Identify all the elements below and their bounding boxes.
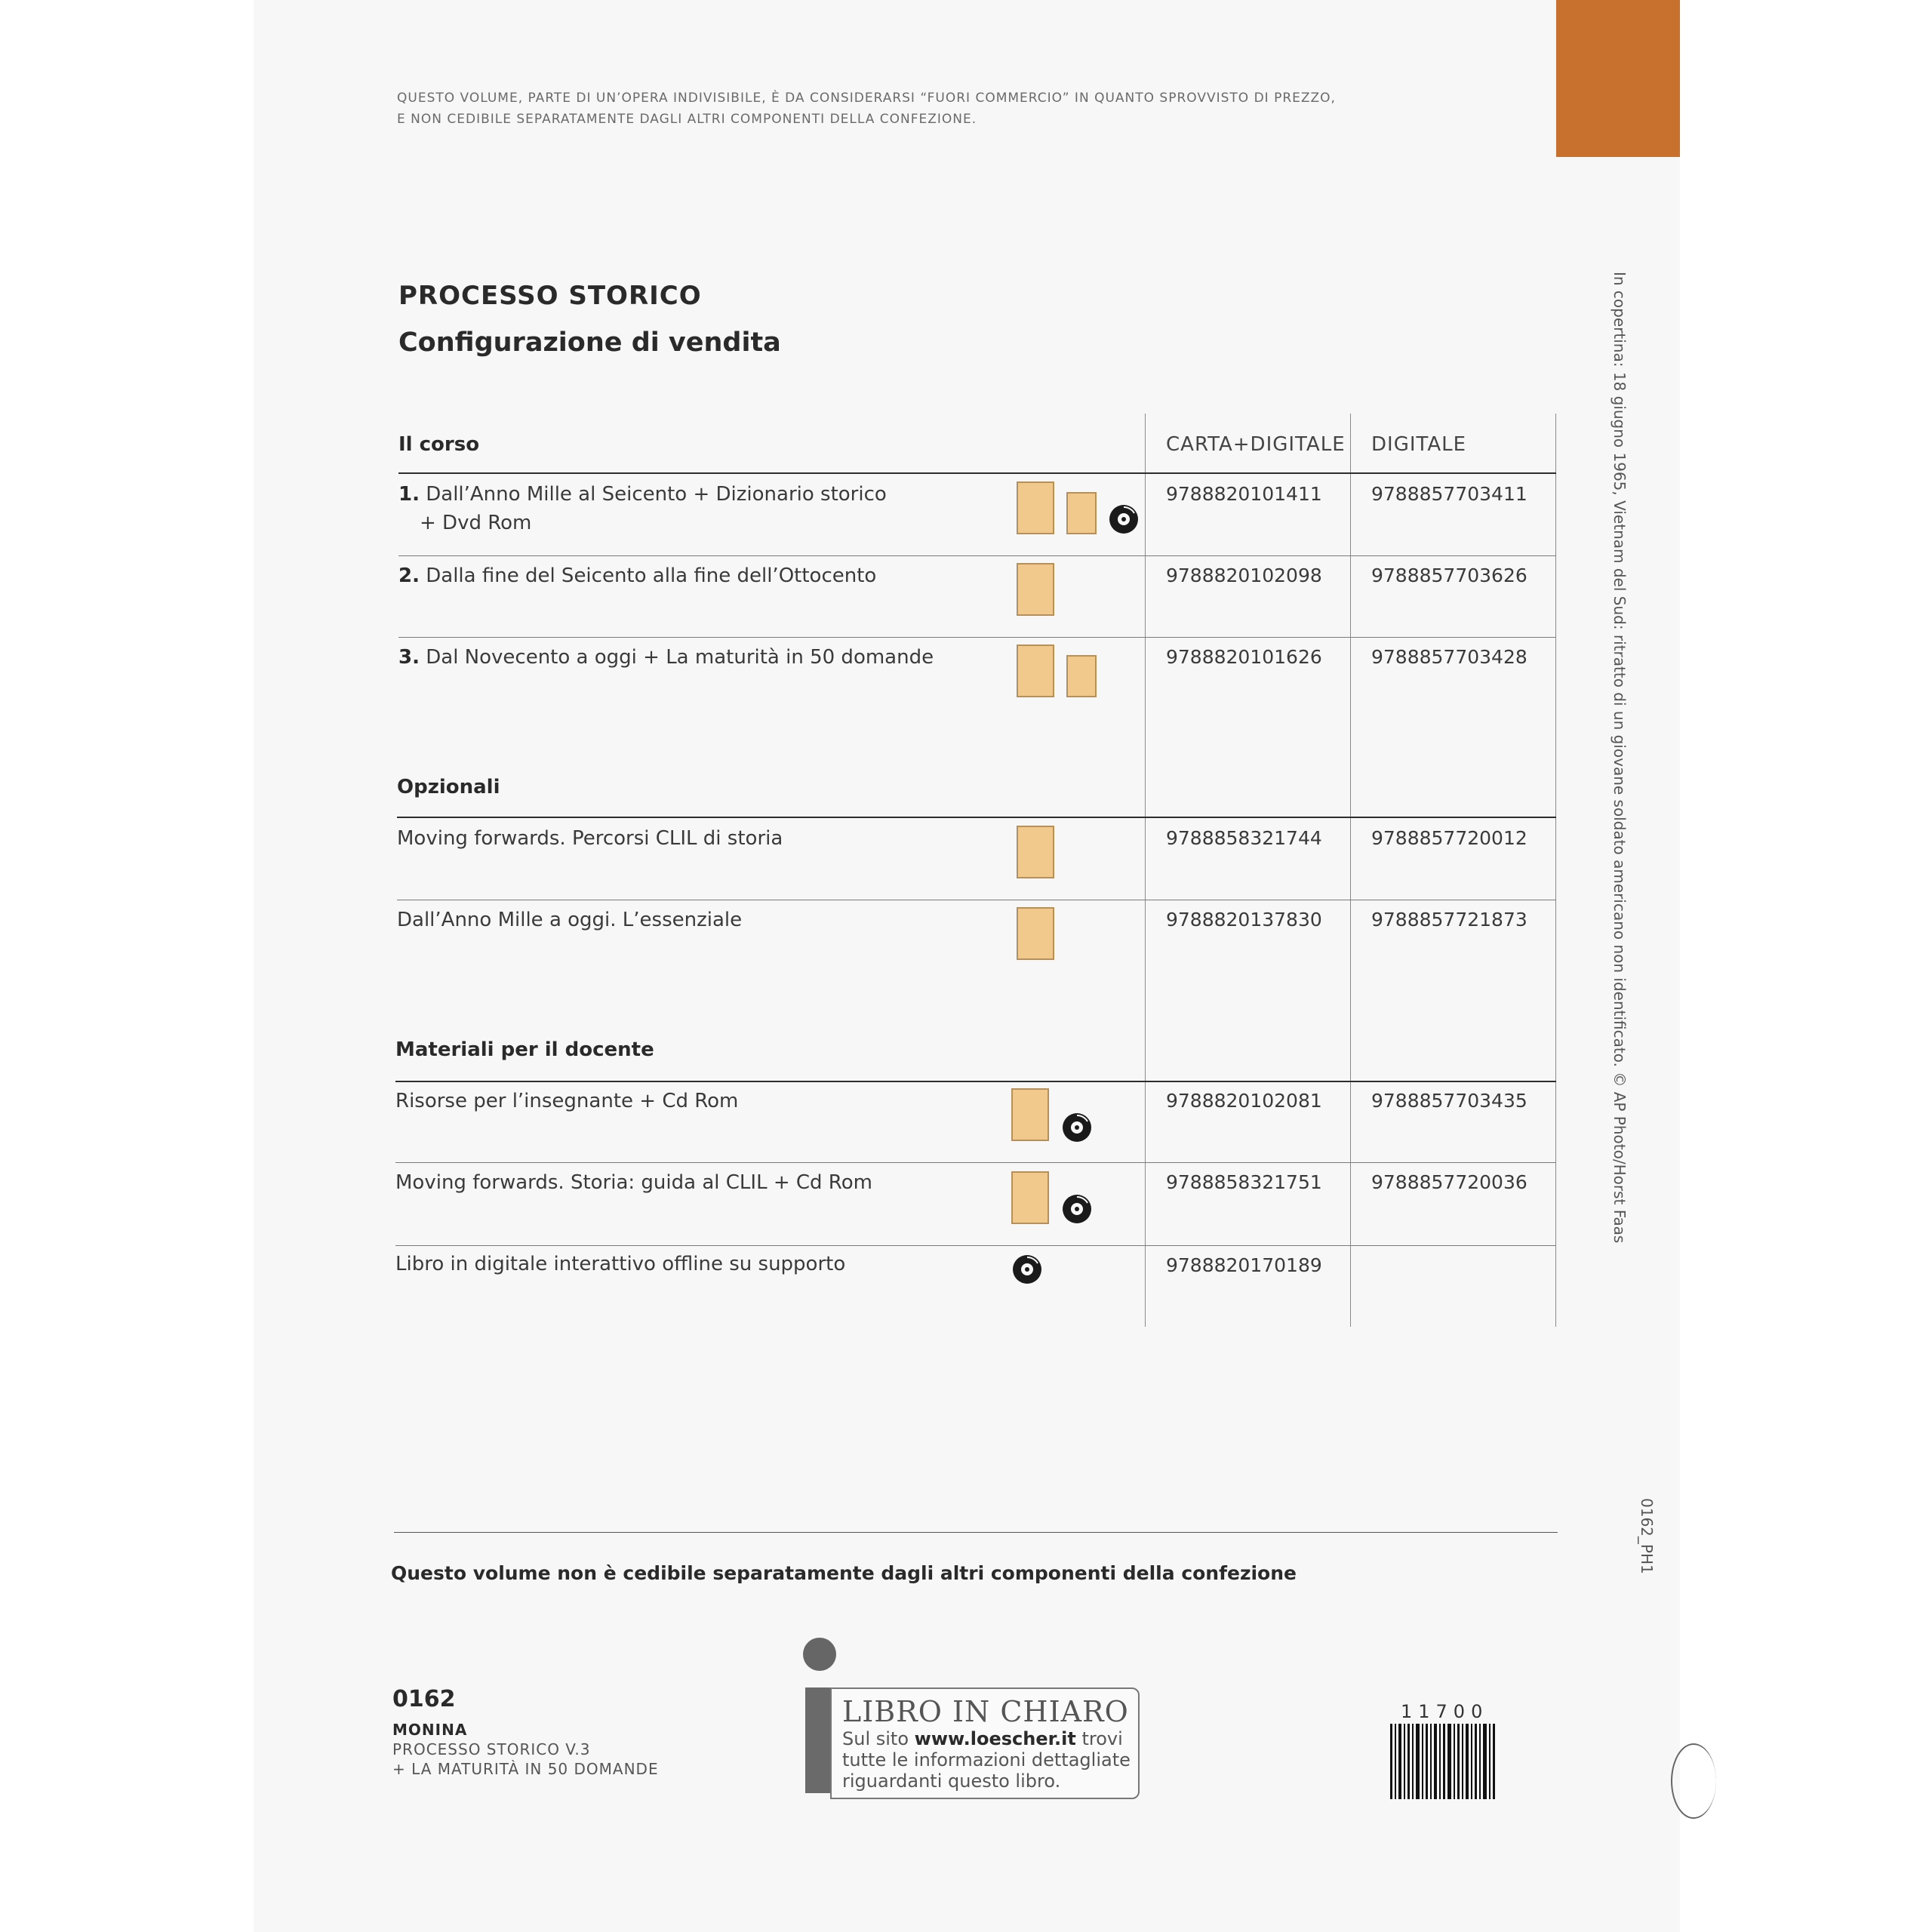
isbn-carta: 9788858321751 xyxy=(1166,1171,1322,1193)
page-subtitle: Configurazione di vendita xyxy=(398,328,781,358)
isbn-carta: 9788820170189 xyxy=(1166,1254,1322,1276)
libro-in-chiaro-title: LIBRO IN CHIARO xyxy=(842,1695,1129,1728)
row-divider xyxy=(398,555,1556,556)
column-divider-digitale xyxy=(1350,414,1351,1327)
row-title: Libro in digitale interattivo offline su supporto xyxy=(395,1253,846,1275)
cover-photo-credit: In copertina: 18 giugno 1965, Vietnam del Sud: ritratto di un giovane soldato americano non identificato. © AP Photo/Horst Faas xyxy=(1611,272,1629,1244)
section-il-corso: Il corso xyxy=(398,433,480,456)
column-divider-carta xyxy=(1145,414,1146,1327)
row-number: 1. xyxy=(398,483,420,506)
libro-in-chiaro-dot-icon xyxy=(803,1638,836,1671)
row-title-continued: + Dvd Rom xyxy=(420,512,532,534)
header-rule-corso xyxy=(398,472,1556,474)
libro-in-chiaro-line-1-post: trovi xyxy=(1075,1728,1123,1749)
row-title: Moving forwards. Percorsi CLIL di storia xyxy=(397,827,783,850)
header-rule-docente xyxy=(395,1081,1556,1082)
notice-line-1: QUESTO VOLUME, PARTE DI UN’OPERA INDIVISIBILE, È DA CONSIDERARSI “FUORI COMMERCIO” IN QUANTO SPROVVISTO DI PREZZO, xyxy=(397,91,1336,106)
product-code: 0162 xyxy=(392,1686,456,1712)
list-item xyxy=(395,1250,845,1278)
libro-in-chiaro-line-1-pre: Sul sito xyxy=(842,1728,915,1749)
side-code: 0162_PH1 xyxy=(1638,1498,1656,1574)
small-book-icon xyxy=(1066,655,1097,697)
orange-spine-tab xyxy=(1556,0,1680,157)
barcode-number: 11700 xyxy=(1401,1701,1489,1722)
list-item xyxy=(395,1168,872,1197)
loescher-site-link[interactable]: www.loescher.it xyxy=(914,1728,1076,1749)
list-item xyxy=(398,643,934,672)
row-title: Dalla fine del Seicento alla fine dell’Ottocento xyxy=(426,565,877,587)
libro-in-chiaro-bookmark-icon xyxy=(805,1687,832,1793)
list-item xyxy=(397,824,783,853)
small-book-icon xyxy=(1066,492,1097,534)
book-icon xyxy=(1011,1088,1049,1141)
book-icon xyxy=(1011,1171,1049,1224)
libro-in-chiaro-line-2: tutte le informazioni dettagliate xyxy=(842,1749,1131,1770)
edge-mark xyxy=(1671,1743,1716,1819)
section-materiali-docente: Materiali per il docente xyxy=(395,1038,654,1061)
column-header-digitale: DIGITALE xyxy=(1371,433,1467,456)
isbn-carta: 9788820101411 xyxy=(1166,483,1322,505)
list-item xyxy=(395,1087,738,1115)
isbn-carta: 9788858321744 xyxy=(1166,827,1322,849)
book-icon xyxy=(1017,907,1054,960)
row-title: Dall’Anno Mille al Seicento + Dizionario storico xyxy=(426,483,887,506)
header-rule-opzionali xyxy=(397,817,1556,818)
section-opzionali: Opzionali xyxy=(397,776,500,798)
isbn-carta: 9788820102081 xyxy=(1166,1090,1322,1112)
libro-in-chiaro-line-1 xyxy=(842,1728,1123,1749)
book-icon xyxy=(1017,826,1054,878)
bottom-note: Questo volume non è cedibile separatamente dagli altri componenti della confezione xyxy=(391,1562,1297,1584)
isbn-digitale: 9788857703411 xyxy=(1371,483,1527,505)
isbn-digitale: 9788857703626 xyxy=(1371,565,1527,586)
product-volume-line-2: + LA MATURITÀ IN 50 DOMANDE xyxy=(392,1760,659,1778)
row-title: Risorse per l’insegnante + Cd Rom xyxy=(395,1090,739,1112)
isbn-digitale: 9788857703435 xyxy=(1371,1090,1527,1112)
notice-text xyxy=(397,88,1378,130)
column-divider-right xyxy=(1555,414,1556,1327)
disc-icon xyxy=(1062,1112,1092,1143)
book-icon xyxy=(1017,563,1054,616)
row-divider xyxy=(395,1245,1556,1246)
product-author: MONINA xyxy=(392,1721,468,1739)
row-divider xyxy=(395,1162,1556,1163)
isbn-carta: 9788820137830 xyxy=(1166,909,1322,931)
bottom-divider xyxy=(394,1532,1558,1533)
isbn-carta: 9788820101626 xyxy=(1166,646,1322,668)
book-icon xyxy=(1017,481,1054,534)
isbn-digitale: 9788857720036 xyxy=(1371,1171,1527,1193)
product-volume-line-1: PROCESSO STORICO V.3 xyxy=(392,1740,591,1758)
isbn-carta: 9788820102098 xyxy=(1166,565,1322,586)
row-divider xyxy=(398,637,1556,638)
list-item xyxy=(398,561,876,590)
row-number: 3. xyxy=(398,646,420,669)
disc-icon xyxy=(1062,1194,1092,1224)
book-icon xyxy=(1017,645,1054,697)
notice-line-2: E NON CEDIBILE SEPARATAMENTE DAGLI ALTRI COMPONENTI DELLA CONFEZIONE. xyxy=(397,112,977,127)
column-header-carta: CARTA+DIGITALE xyxy=(1166,433,1346,456)
libro-in-chiaro-line-3: riguardanti questo libro. xyxy=(842,1770,1061,1792)
row-title: Moving forwards. Storia: guida al CLIL + Cd Rom xyxy=(395,1171,872,1194)
isbn-digitale: 9788857721873 xyxy=(1371,909,1527,931)
list-item xyxy=(398,480,887,537)
row-title: Dall’Anno Mille a oggi. L’essenziale xyxy=(397,909,743,931)
disc-icon xyxy=(1012,1254,1042,1284)
barcode-icon xyxy=(1390,1724,1496,1799)
row-number: 2. xyxy=(398,565,420,587)
isbn-digitale: 9788857703428 xyxy=(1371,646,1527,668)
list-item xyxy=(397,906,742,934)
row-title: Dal Novecento a oggi + La maturità in 50 domande xyxy=(426,646,934,669)
page-title: PROCESSO STORICO xyxy=(398,281,702,311)
isbn-digitale: 9788857720012 xyxy=(1371,827,1527,849)
disc-icon xyxy=(1109,504,1139,534)
